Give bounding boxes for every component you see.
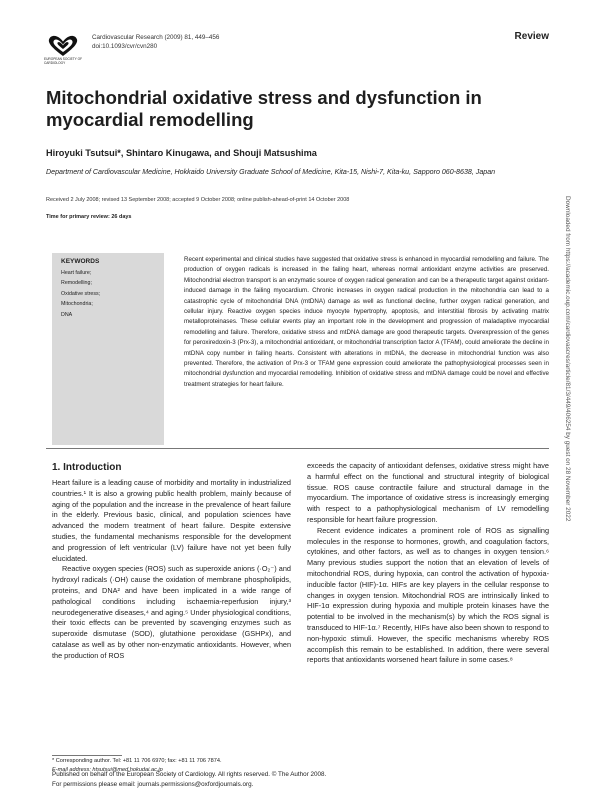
review-time: Time for primary review: 26 days (46, 214, 132, 220)
paragraph: Heart failure is a leading cause of morbidity and mortality in industrialized countries.¹ It is also a growing public health problem, mainly because of aging of the population and the increase in the prevalence of heart failure in the elderly. Previous basic, clinical, and population sciences have advanced the modern treatment of heart failure. Despite extensive studies, the fundamental mechanisms responsible for the development and progression of left ventricular (LV) failure have not yet been fully elucidated. (52, 478, 291, 563)
abstract: Recent experimental and clinical studies have suggested that oxidative stress is enhanced in myocardial remodelling and failure. The production of oxygen radicals is increased in the failing heart, whereas normal antioxidant enzyme activities are preserved. Mitochondrial electron transport is an enzymatic source of oxygen radical generation and can be a therapeutic target against oxidant-induced damage in the failing myocardium. Chronic increases in oxygen radical production in the mitochondria can lead to a catastrophic cycle of mitochondrial DNA (mtDNA) damage as well as functional decline, further oxygen radical generation, and cellular injury. Reactive oxygen species induce myocyte hypertrophy, apoptosis, and interstitial fibrosis by activating matrix metalloproteinases. These cellular events play an important role in the development and progression of maladaptive myocardial remodelling and failure. Therefore, oxidative stress and mtDNA damage are good therapeutic targets. Overexpression of the genes for peroxiredoxin-3 (Prx-3), a mitochondrial antioxidant, or mitochondrial transcription factor A (TFAM), could ameliorate the decline in mtDNA copy number in failing hearts. Consistent with alterations in mtDNA, the decrease in mitochondrial function was also prevented. Therefore, the activation of Prx-3 or TFAM gene expression could ameliorate the pathophysiological processes seen in mitochondrial dysfunction and myocardial remodelling. Inhibition of oxidative stress and mtDNA damage could be novel and effective treatment strategies for heart failure. (184, 256, 549, 388)
corresponding-author: * Corresponding author. Tel: +81 11 706 6970; fax: +81 11 706 7874. (52, 758, 222, 764)
download-watermark: Downloaded from https://academic.oup.com/cardiovascres/article/81/3/449/406254 by guest on 28 November 2022 (564, 196, 571, 522)
journal-citation (92, 33, 219, 51)
logo-text: EUROPEAN SOCIETY OF CARDIOLOGY (44, 57, 83, 65)
paragraph: Recent evidence indicates a prominent role of ROS as signalling molecules in the response to hormones, growth, and coagulation factors, cytokines, and other factors, as well as to changes in oxygen tension.⁶ Many previous studies support the notion that an elevation of levels of mitochondrial ROS, during hypoxia, can control the activation of hypoxia-inducible factor (HIF)-1α. HIFs are key players in the cellular response to changes in oxygen tension. Mitochondrial ROS are intrinsically linked to HIF-1α expression during hypoxia and multiple protein kinases have the potential to be involved in the mechanism(s) by which the ROS signal is transduced to HIF-1α.⁷ Recently, HIFs have also been shown to respond to non-hypoxic stimuli. However, the specific mechanisms whereby ROS accomplish this remain to be established. In addition, there were several reports that antioxidants worsened heart failure in some cases.⁸ (307, 525, 549, 665)
permissions-note: For permissions please email: journals.permissions@oxfordjournals.org. (52, 781, 254, 788)
keywords-title: KEYWORDS (61, 258, 100, 265)
keyword: Heart failure; (61, 270, 92, 276)
keyword: Remodelling; (61, 280, 92, 287)
keywords-list (61, 268, 100, 320)
paragraph: Reactive oxygen species (ROS) such as superoxide anions (·O₂⁻) and hydroxyl radicals (·OH) cause the oxidation of membrane phospholipids, proteins, and DNA² and have been implicated in a wide range of pathological conditions including ischaemia-reperfusion injury,³ neurodegenerative diseases,⁴ and aging.⁵ Under physiological conditions, their toxic effects can be prevented by scavenging enzymes such as superoxide dismutase (SOD), glutathione peroxidase (GSHPx), and catalase as well as by other non-enzymatic antioxidants. However, when the production of ROS (52, 564, 291, 660)
footnote-divider (52, 755, 122, 756)
body-column-left (52, 478, 291, 662)
keyword: Mitochondria; (61, 301, 93, 308)
email-address[interactable]: E-mail address: htsutsui@med.hokudai.ac.jp (52, 766, 163, 773)
abstract-divider (46, 448, 549, 449)
doi-line: doi:10.1093/cvr/cvn280 (92, 43, 158, 50)
keyword: DNA (61, 311, 73, 318)
section-label: Review (514, 31, 549, 42)
body-column-right (307, 461, 549, 666)
publisher-note: Published on behalf of the European Society of Cardiology. All rights reserved. © The Author 2008. (52, 771, 327, 778)
article-title: Mitochondrial oxidative stress and dysfunction in myocardial remodelling (46, 87, 482, 130)
section-heading: 1. Introduction (52, 462, 122, 473)
article-dates: Received 2 July 2008; revised 13 September 2008; accepted 9 October 2008; online publish-ahead-of-print 14 October 2008 (46, 197, 350, 203)
paragraph: exceeds the capacity of antioxidant defenses, oxidative stress might have a harmful effect on the functional and structural integrity of biological tissue. ROS cause contractile failure and structural damage in the myocardium. The importance of oxidative stress is increasingly emerging with respect to a pathophysiological mechanism of LV remodelling responsible for heart failure progression. (307, 461, 549, 524)
esc-logo (46, 34, 80, 76)
affiliation: Department of Cardiovascular Medicine, Hokkaido University Graduate School of Medicine, Kita-15, Nishi-7, Kita-ku, Sapporo 060-8638, Japan (46, 168, 496, 176)
journal-line: Cardiovascular Research (2009) 81, 449–456 (92, 34, 220, 41)
author-list: Hiroyuki Tsutsui*, Shintaro Kinugawa, and Shouji Matsushima (46, 148, 317, 158)
keyword: Oxidative stress; (61, 290, 101, 297)
page-footer (52, 770, 326, 790)
